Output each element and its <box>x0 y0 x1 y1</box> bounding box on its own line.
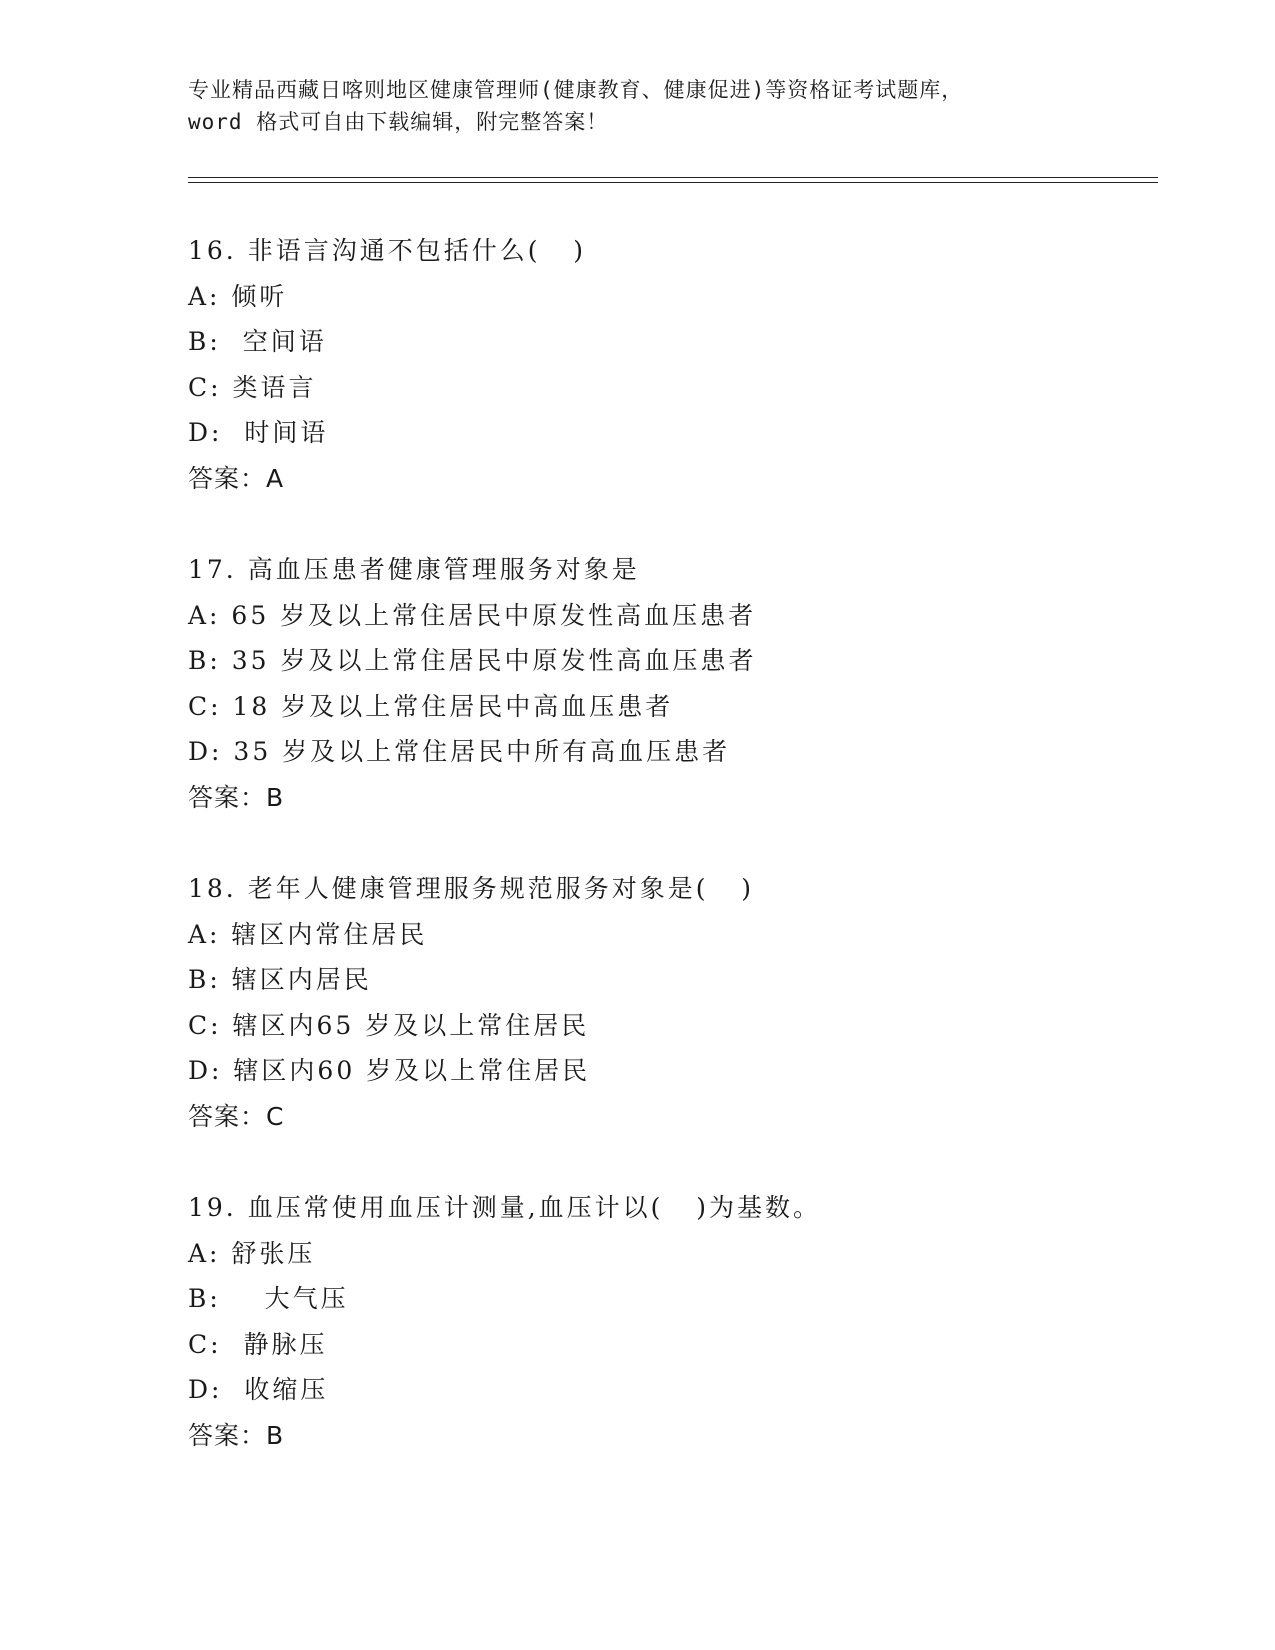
question-16 <box>188 228 1148 501</box>
question-17 <box>188 547 1148 820</box>
option-b: B: 35 岁及以上常住居民中原发性高血压患者 <box>188 646 757 675</box>
header-line-2: word 格式可自由下载编辑，附完整答案！ <box>188 110 609 134</box>
option-b: B: 辖区内居民 <box>188 965 372 994</box>
option-c: C: 类语言 <box>188 372 317 402</box>
option-d: D: 辖区内60 岁及以上常住居民 <box>188 1056 591 1085</box>
header-divider-top <box>188 177 1158 178</box>
option-a: A: 65 岁及以上常住居民中原发性高血压患者 <box>188 600 757 630</box>
answer-label: 答案：B <box>188 1420 285 1450</box>
option-a: A: 倾听 <box>188 281 288 311</box>
question-stem: 17. 高血压患者健康管理服务对象是 <box>188 555 640 584</box>
answer-label: 答案：A <box>188 463 285 493</box>
option-a: A: 辖区内常住居民 <box>188 919 428 949</box>
option-c: C: 辖区内65 岁及以上常住居民 <box>188 1010 590 1040</box>
header-line-1: 专业精品西藏日喀则地区健康管理师(健康教育、健康促进)等资格证考试题库， <box>188 78 964 102</box>
question-stem: 19. 血压常使用血压计测量,血压计以( )为基数。 <box>188 1193 822 1222</box>
header-divider-bottom <box>188 182 1158 183</box>
option-d: D: 收缩压 <box>188 1375 329 1404</box>
question-18 <box>188 866 1148 1139</box>
option-c: C: 18 岁及以上常住居民中高血压患者 <box>188 691 674 721</box>
option-b: B: 空间语 <box>188 327 327 356</box>
document-header <box>188 74 1108 138</box>
answer-label: 答案：C <box>188 1101 285 1131</box>
option-a: A: 舒张压 <box>188 1238 316 1268</box>
question-stem: 16. 非语言沟通不包括什么( ) <box>188 236 587 265</box>
answer-label: 答案：B <box>188 782 285 812</box>
question-19 <box>188 1185 1148 1458</box>
option-d: D: 时间语 <box>188 418 329 447</box>
option-d: D: 35 岁及以上常住居民中所有高血压患者 <box>188 737 731 766</box>
option-c: C: 静脉压 <box>188 1329 328 1359</box>
option-b: B: 大气压 <box>188 1284 349 1313</box>
question-stem: 18. 老年人健康管理服务规范服务对象是( ) <box>188 874 755 903</box>
